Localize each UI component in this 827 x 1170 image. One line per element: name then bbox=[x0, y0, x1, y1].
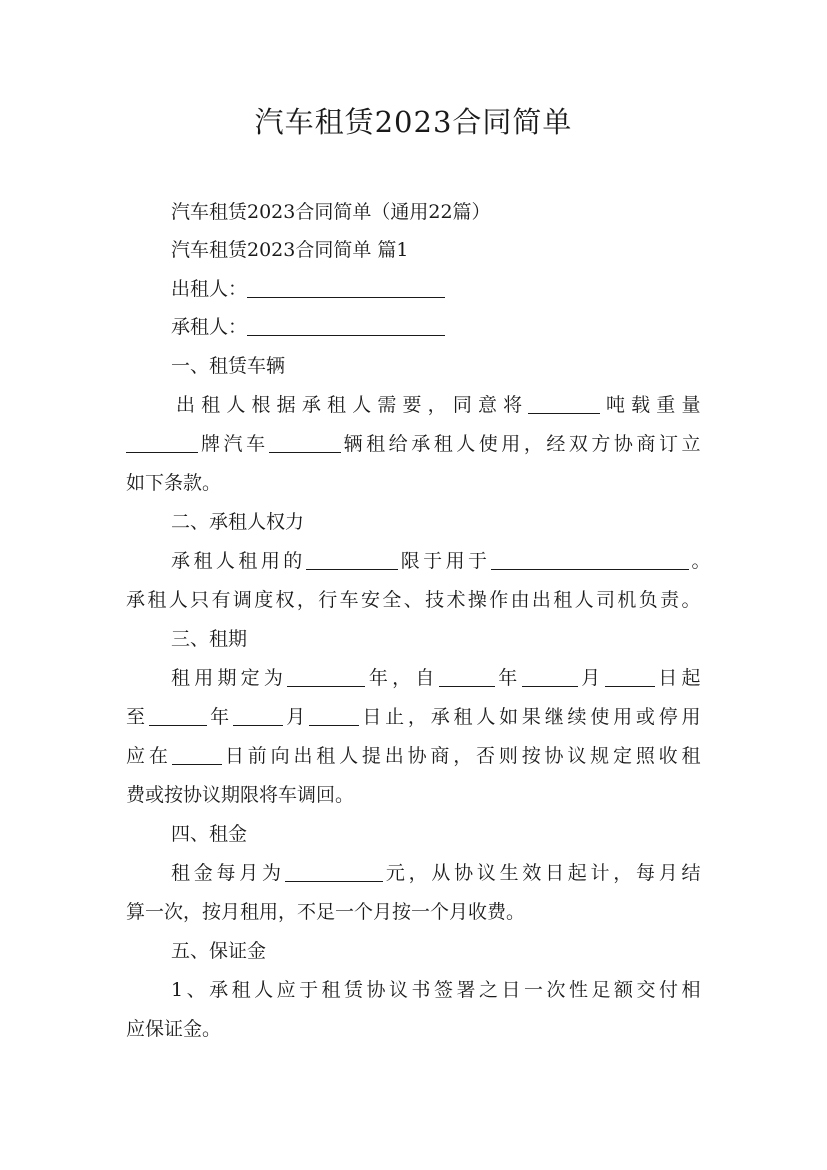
section-1-heading: 一、租赁车辆 bbox=[171, 355, 286, 377]
subtitle: 汽车租赁2023合同简单（通用22篇） bbox=[171, 201, 491, 223]
section-3-paragraph-line-1 bbox=[171, 659, 701, 697]
text-segment: 年 bbox=[206, 706, 233, 728]
blank bbox=[126, 432, 198, 453]
section-4-paragraph-line-1 bbox=[171, 854, 701, 892]
text-segment: 至 bbox=[126, 706, 149, 728]
section-2-paragraph-line-1 bbox=[171, 542, 711, 580]
blank bbox=[285, 861, 383, 882]
text-segment: 日起 bbox=[654, 667, 701, 689]
blank bbox=[287, 666, 365, 687]
text-segment: 辆租给承租人使用，经双方协商订立 bbox=[340, 433, 701, 455]
text-segment: 租金每月为 bbox=[171, 862, 285, 884]
blank bbox=[172, 744, 222, 765]
blank bbox=[309, 705, 359, 726]
section-4-paragraph-line-2: 算一次，按月租用，不足一个月按一个月收费。 bbox=[126, 901, 526, 923]
section-3-paragraph-line-4: 费或按协议期限将车调回。 bbox=[126, 784, 355, 806]
section-2-heading: 二、承租人权力 bbox=[171, 511, 305, 533]
blank bbox=[149, 705, 207, 726]
lessee-blank bbox=[247, 315, 445, 336]
lessor-line bbox=[171, 270, 701, 308]
lessee-line bbox=[171, 308, 701, 346]
text-segment: 日止，承租人如果继续使用或停用 bbox=[359, 706, 701, 728]
text-segment: 应在 bbox=[126, 745, 172, 767]
section-1-paragraph-line-2 bbox=[126, 425, 701, 463]
blank bbox=[491, 549, 689, 570]
text-segment: 出租人根据承租人需要，同意将 bbox=[176, 394, 529, 416]
section-1-paragraph-line-1 bbox=[176, 386, 701, 424]
blank bbox=[269, 432, 341, 453]
text-segment: 年，自 bbox=[365, 667, 439, 689]
section-3-heading: 三、租期 bbox=[171, 628, 248, 650]
lessor-blank bbox=[247, 277, 445, 298]
blank bbox=[605, 666, 655, 687]
lessee-label: 承租人： bbox=[171, 316, 248, 338]
text-segment: 日前向出租人提出协商，否则按协议规定照收租 bbox=[221, 745, 701, 767]
section-2-paragraph-line-2: 承租人只有调度权，行车安全、技术操作由出租人司机负责。 bbox=[126, 589, 701, 611]
text-segment: 。 bbox=[688, 550, 711, 572]
section-5-paragraph-line-1: 1、承租人应于租赁协议书签署之日一次性足额交付相 bbox=[171, 979, 701, 1001]
text-segment: 月 bbox=[577, 667, 605, 689]
lessor-label: 出租人： bbox=[171, 278, 248, 300]
text-segment: 承租人租用的 bbox=[171, 550, 306, 572]
text-segment: 吨载重量 bbox=[600, 394, 701, 416]
blank bbox=[233, 705, 283, 726]
blank bbox=[528, 393, 600, 414]
text-segment: 元，从协议生效日起计，每月结 bbox=[382, 862, 701, 884]
section-3-paragraph-line-2 bbox=[126, 698, 701, 736]
section-5-heading: 五、保证金 bbox=[171, 940, 267, 962]
section-4-heading: 四、租金 bbox=[171, 823, 248, 845]
blank bbox=[306, 549, 398, 570]
text-segment: 月 bbox=[282, 706, 310, 728]
text-segment: 牌汽车 bbox=[198, 433, 269, 455]
document-title: 汽车租赁2023合同简单 bbox=[254, 105, 573, 139]
blank bbox=[439, 666, 495, 687]
section-1-paragraph-line-3: 如下条款。 bbox=[126, 472, 222, 494]
text-segment: 年 bbox=[494, 667, 522, 689]
text-segment: 租用期定为 bbox=[171, 667, 288, 689]
article-heading: 汽车租赁2023合同简单 篇1 bbox=[171, 239, 409, 261]
text-segment: 限于用于 bbox=[397, 550, 491, 572]
section-5-paragraph-line-2: 应保证金。 bbox=[126, 1018, 222, 1040]
blank bbox=[522, 666, 578, 687]
section-3-paragraph-line-3 bbox=[126, 737, 701, 775]
